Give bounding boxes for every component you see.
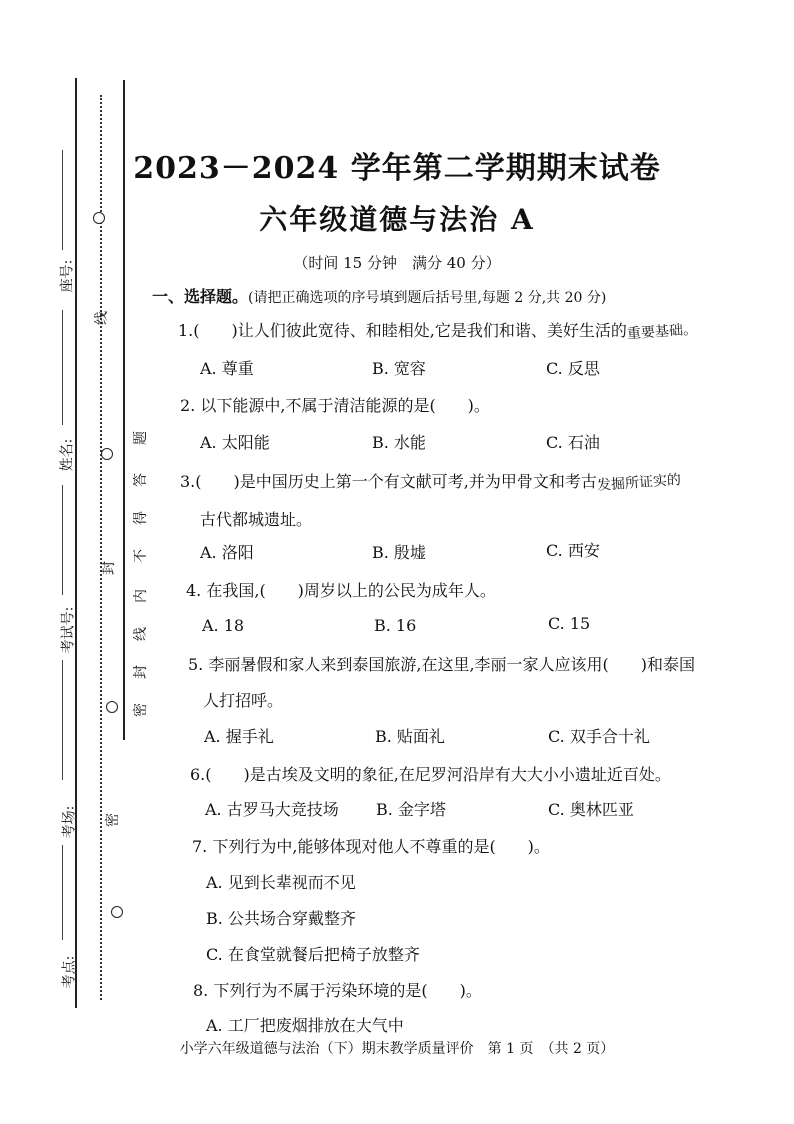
note-char-1: 密 [133,703,149,717]
note-char-7: 答 [133,473,149,487]
question-1-option-a: A. 尊重 [200,359,254,378]
binding-hole-3 [106,701,118,713]
question-5-option-b: B. 贴面礼 [375,727,445,746]
subject-title: 六年级道德与法治 A [259,203,535,236]
question-4-option-b: B. 16 [374,616,417,635]
question-2-option-a: A. 太阳能 [200,433,270,452]
question-1-option-c: C. 反思 [546,359,600,378]
question-2-stem: 2. 以下能源中,不属于清洁能源的是( )。 [180,396,490,415]
question-6-option-b: B. 金字塔 [376,800,446,819]
question-8-option-a: A. 工厂把废烟排放在大气中 [206,1016,404,1035]
question-3-option-a: A. 洛阳 [200,543,254,562]
note-char-5: 不 [133,549,149,563]
note-char-6: 得 [133,511,149,525]
seal-char: 封 [101,561,117,575]
binding-hole-2 [101,448,113,460]
question-1-text: 1.( )让人们彼此宽待、和睦相处,它是我们和谐、美好生活的 [178,321,627,340]
question-3-text: 3.( )是中国历史上第一个有文献可考,并为甲骨文和考古 [180,472,597,491]
question-6-stem: 6.( )是古埃及文明的象征,在尼罗河沿岸有大大小小遗址近百处。 [190,765,671,784]
exam-title: 2023－2024 学年第二学期期末试卷 [133,151,661,186]
note-char-4: 内 [133,589,149,603]
question-2-option-b: B. 水能 [372,433,426,452]
page-footer: 小学六年级道德与法治（下）期末教学质量评价 第 1 页 （共 2 页） [179,1041,615,1057]
question-5-option-c: C. 双手合十礼 [548,727,650,746]
section-instruction: (请把正确选项的序号填到题后括号里,每题 2 分,共 20 分) [248,290,607,306]
question-1-stem [178,318,697,341]
question-3-stem-line2: 古代都城遗址。 [200,510,313,529]
question-6-option-c: C. 奥林匹亚 [548,800,634,819]
section-heading-text: 一、选择题。 [152,287,249,306]
name-blank-line [62,310,63,425]
question-1-handwritten: 重要基础。 [626,321,698,343]
note-char-8: 题 [133,431,149,445]
note-char-3: 线 [133,627,149,641]
question-1-option-b: B. 宽容 [372,359,426,378]
question-3-option-c: C. 西安 [546,541,600,560]
exam-no-label: 考试号: [60,606,77,654]
seat-label: 座号: [59,259,76,293]
question-4-stem: 4. 在我国,( )周岁以上的公民为成年人。 [186,581,496,600]
exam-info: （时间 15 分钟 满分 40 分） [293,254,501,272]
note-char-2: 封 [133,665,149,679]
binding-hole-4 [111,906,123,918]
name-label: 姓名: [59,438,76,472]
line-char: 线 [94,311,110,325]
question-7-option-b: B. 公共场合穿戴整齐 [206,909,356,928]
question-3-option-b: B. 殷墟 [372,543,426,562]
question-7-option-a: A. 见到长辈视而不见 [206,873,356,892]
question-6-option-a: A. 古罗马大竞技场 [205,800,339,819]
question-7-option-c: C. 在食堂就餐后把椅子放整齐 [206,945,420,964]
question-8-stem: 8. 下列行为不属于污染环境的是( )。 [193,981,482,1000]
room-label: 考场: [61,805,78,839]
exam-no-blank-line [62,485,63,595]
question-3-stem [180,469,681,492]
question-5-stem: 5. 李丽暑假和家人来到泰国旅游,在这里,李丽一家人应该用( )和泰国 [188,655,696,674]
site-label: 考点: [61,955,78,989]
room-blank-line [62,660,63,780]
question-4-option-a: A. 18 [202,616,245,635]
question-2-option-c: C. 石油 [546,433,600,452]
question-5-stem-line2: 人打招呼。 [203,691,284,710]
question-3-handwritten: 发掘所证实的 [596,472,682,494]
site-blank-line [62,845,63,940]
question-5-option-a: A. 握手礼 [204,727,274,746]
question-4-option-c: C. 15 [548,614,591,633]
secret-char: 密 [105,813,121,827]
question-7-stem: 7. 下列行为中,能够体现对他人不尊重的是( )。 [192,837,550,856]
section-heading [152,284,606,307]
